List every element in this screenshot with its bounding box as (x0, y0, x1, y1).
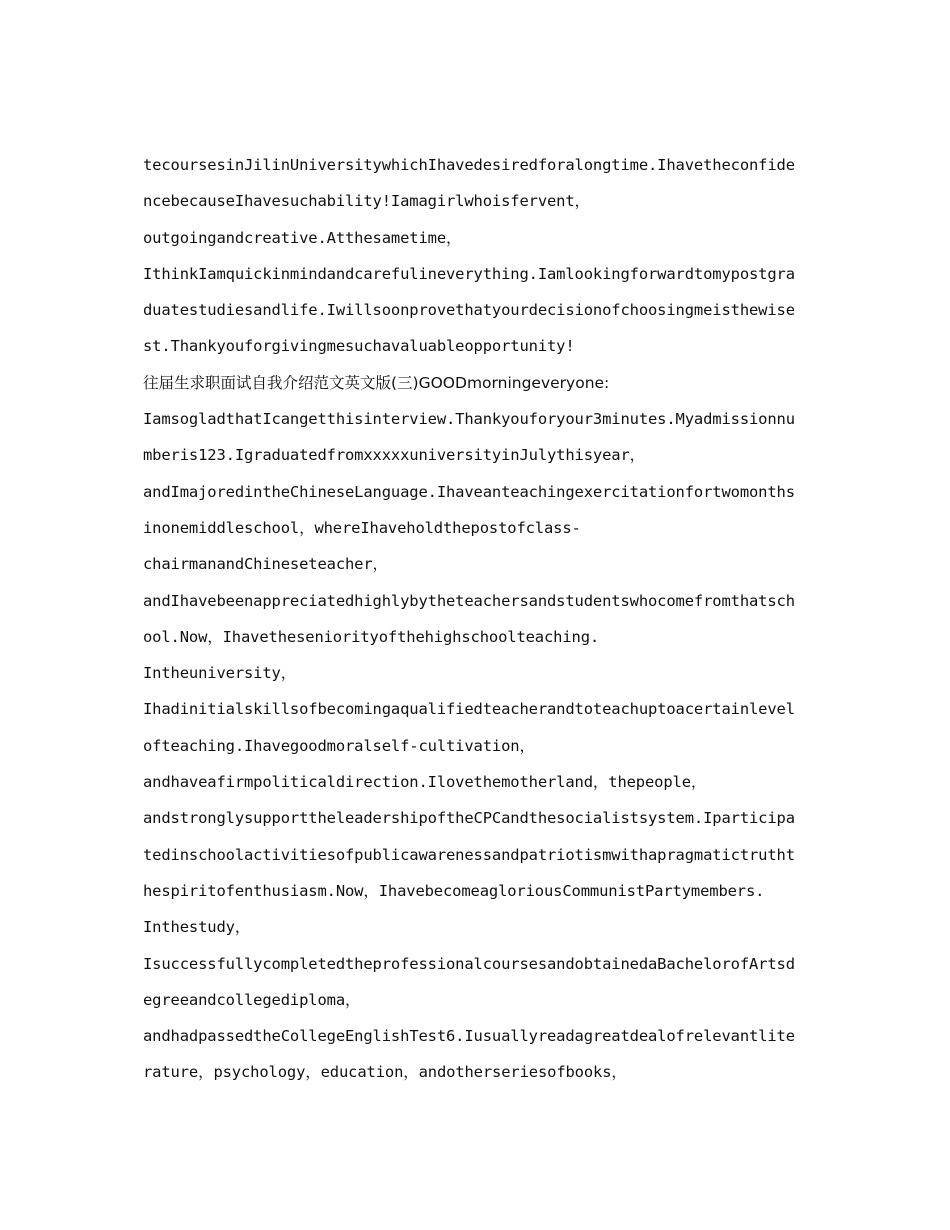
text-line: hespiritofenthusiasm.Now，IhavebecomeagloriousCommunistPartymembers. (143, 881, 765, 900)
text-line: andIhavebeenappreciatedhighlybytheteachersandstudentswhocomefromthatsch (143, 591, 795, 610)
text-line: ofteaching.Ihavegoodmoralself-cultivation， (143, 736, 535, 755)
text-line: Ihadinitialskillsofbecomingaqualifiedteacherandtoteachuptoacertainlevel (143, 700, 795, 719)
text-line: andstronglysupporttheleadershipoftheCPCandthesocialistsystem.Iparticipa (143, 809, 795, 828)
text-line: IthinkIamquickinmindandcarefulineverything.Iamlookingforwardtomypostgra (143, 264, 795, 283)
text-line: IsuccessfullycompletedtheprofessionalcoursesandobtainedaBachelorofArtsd (143, 954, 795, 973)
text-line: egreeandcollegediploma， (143, 990, 361, 1009)
text-line: tedinschoolactivitiesofpublicawarenessandpatriotismwithapragmatictrutht (143, 845, 795, 864)
text-line: tecoursesinJilinUniversitywhichIhavedesiredforalongtime.Ihavetheconfide (143, 156, 795, 174)
text-line: andhadpassedtheCollegeEnglishTest6.Iusuallyreadagreatdealofrelevantlite (143, 1027, 795, 1046)
text-line: inonemiddleschool，whereIhaveholdthepostofclass- (143, 518, 581, 537)
text-line: mberis123.IgraduatedfromxxxxxuniversityinJulythisyear， (143, 446, 645, 465)
text-line: andhaveafirmpoliticaldirection.Ilovethemotherland，thepeople， (143, 773, 707, 792)
section-heading: 往届生求职面试自我介绍范文英文版(三)GOODmorningeveryone: (143, 373, 610, 392)
text-line: outgoingandcreative.Atthesametime， (143, 228, 462, 247)
text-line: chairmanandChineseteacher， (143, 555, 388, 574)
text-line: andImajoredintheChineseLanguage.Ihaveanteachingexercitationfortwomonths (143, 482, 795, 501)
text-line: ncebecauseIhavesuchability!Iamagirlwhoisfervent， (143, 192, 590, 211)
document-body (143, 147, 808, 1091)
text-line: rature，psychology，education，andotherseriesofbooks， (143, 1063, 627, 1082)
text-line: ool.Now，Ihavetheseniorityofthehighschoolteaching. (143, 627, 600, 646)
text-line: duatestudiesandlife.Iwillsoonprovethatyourdecisionofchoosingmeisthewise (143, 301, 795, 320)
text-line: st.Thankyouforgivingmesuchavaluableopportunity! (143, 337, 575, 356)
text-line: IamsogladthatIcangetthisinterview.Thankyouforyour3minutes.Myadmissionnu (143, 410, 795, 429)
text-line: Intheuniversity， (143, 664, 297, 683)
text-line: Inthestudy， (143, 918, 251, 937)
